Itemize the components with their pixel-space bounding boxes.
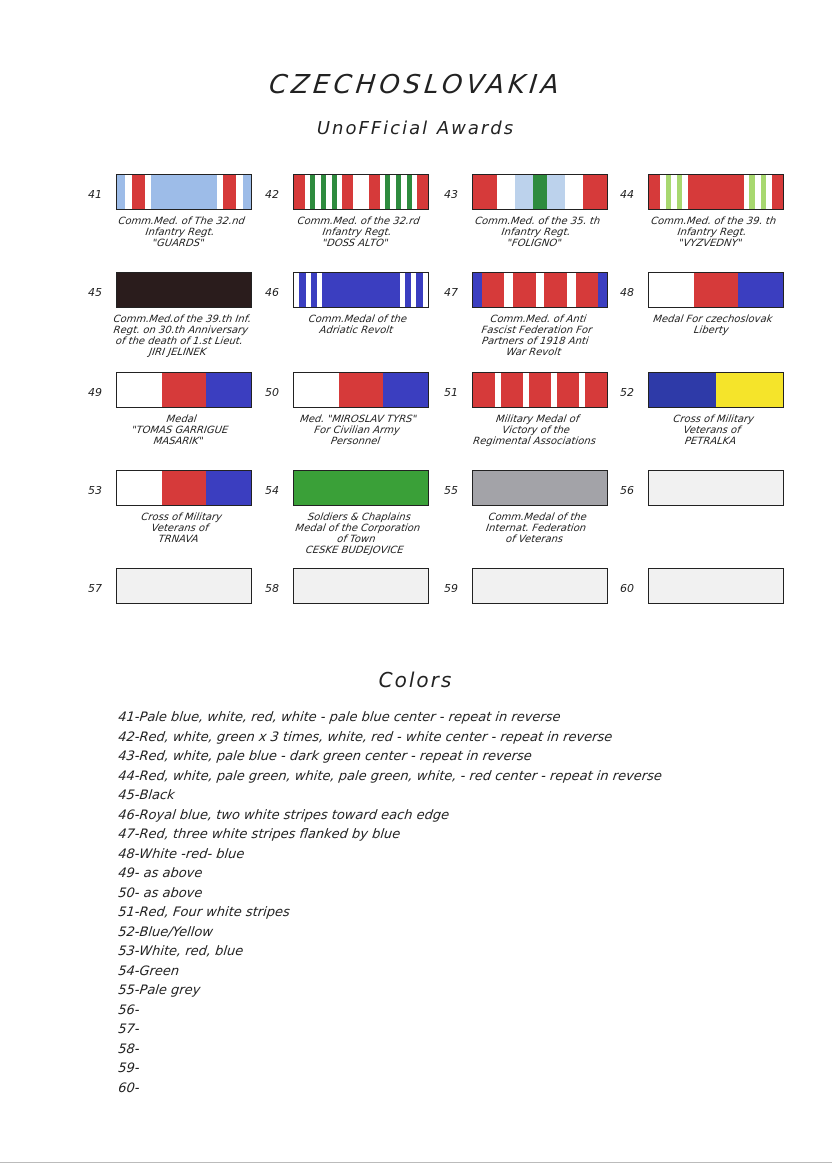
award-cell (444, 568, 634, 663)
award-description: Medal "TOMAS GARRIGUE MASARIK" (131, 414, 229, 447)
ribbon-stripe (649, 175, 660, 209)
ribbon-stripe (132, 175, 145, 209)
ribbon-stripe (688, 175, 744, 209)
award-ribbon (472, 470, 608, 506)
award-number: 47 (444, 286, 458, 299)
color-entry: 50- as above (117, 885, 204, 901)
ribbon-stripe (342, 175, 353, 209)
ribbon-stripe (497, 175, 515, 209)
award-ribbon (648, 372, 784, 408)
ribbon-stripe (117, 471, 162, 505)
award-number: 50 (265, 386, 279, 399)
award-cell (88, 470, 278, 565)
color-entry: 46-Royal blue, two white stripes toward each edge (117, 807, 450, 823)
ribbon-stripe (294, 175, 305, 209)
award-ribbon (472, 272, 608, 308)
award-ribbon (293, 272, 429, 308)
ribbon-stripe (473, 175, 497, 209)
ribbon-stripe (353, 175, 369, 209)
ribbon-stripe (694, 273, 739, 307)
award-cell (265, 372, 455, 467)
award-number: 59 (444, 582, 458, 595)
award-number: 58 (265, 582, 279, 595)
ribbon-stripe (649, 569, 783, 603)
award-description: Comm.Medal of the Adriatic Revolt (307, 314, 408, 336)
award-number: 60 (620, 582, 634, 595)
page-title: CZECHOSLOVAKIA (267, 70, 565, 100)
color-entry: 60- (117, 1080, 141, 1096)
ribbon-stripe (557, 373, 579, 407)
award-description: Comm.Med. of the 35. th Infantry Regt. "FOLIGNO" (474, 216, 601, 249)
page-subtitle: UnoFFicial Awards (316, 118, 516, 139)
award-cell (88, 568, 278, 663)
award-ribbon (116, 568, 252, 604)
ribbon-stripe (206, 373, 251, 407)
color-entry: 51-Red, Four white stripes (117, 905, 291, 920)
award-number: 49 (88, 386, 102, 399)
ribbon-stripe (417, 175, 428, 209)
award-number: 57 (88, 582, 102, 595)
color-entry: 41-Pale blue, white, red, white - pale blue center - repeat in reverse (117, 710, 562, 725)
color-entry: 49- as above (117, 866, 204, 881)
award-cell (265, 568, 455, 663)
color-entry: 59- (117, 1061, 141, 1076)
award-number: 53 (88, 484, 102, 497)
ribbon-stripe (473, 373, 495, 407)
award-ribbon (472, 174, 608, 210)
award-ribbon (293, 372, 429, 408)
award-number: 48 (620, 286, 634, 299)
award-cell (88, 272, 278, 367)
award-ribbon (648, 272, 784, 308)
ribbon-stripe (567, 273, 576, 307)
ribbon-stripe (473, 471, 607, 505)
award-cell (265, 470, 455, 565)
award-number: 44 (620, 188, 634, 201)
ribbon-stripe (243, 175, 251, 209)
ribbon-stripe (565, 175, 583, 209)
ribbon-stripe (598, 273, 607, 307)
award-ribbon (648, 568, 784, 604)
ribbon-stripe (576, 273, 598, 307)
ribbon-stripe (585, 373, 607, 407)
ribbon-stripe (294, 569, 428, 603)
color-entry: 56- (117, 1002, 141, 1018)
award-cell (620, 568, 810, 663)
ribbon-stripe (536, 273, 545, 307)
award-description: Comm.Med. of the 39. th Infantry Regt. "VYZVEDNY" (650, 216, 777, 249)
award-description: Comm.Med.of the 39.th Inf. Regt. on 30.th Anniversary of the death of 1.st Lieut. JIRI JELINEK (112, 314, 252, 358)
award-cell (620, 372, 810, 467)
color-entry: 55-Pale grey (117, 983, 202, 998)
ribbon-stripe (117, 273, 251, 307)
ribbon-stripe (482, 273, 504, 307)
award-number: 51 (444, 386, 458, 399)
color-entry: 52-Blue/Yellow (117, 924, 214, 940)
award-ribbon (116, 272, 252, 308)
ribbon-stripe (547, 175, 565, 209)
award-ribbon (648, 470, 784, 506)
award-description: Medal For czechoslovak Liberty (652, 314, 774, 336)
color-entry: 48-White -red- blue (117, 846, 246, 862)
ribbon-stripe (515, 175, 533, 209)
award-ribbon (116, 470, 252, 506)
ribbon-stripe (339, 373, 384, 407)
color-entry: 42-Red, white, green x 3 times, white, red - white center - repeat in reverse (117, 729, 614, 745)
ribbon-stripe (294, 471, 428, 505)
ribbon-stripe (369, 175, 380, 209)
award-ribbon (116, 372, 252, 408)
award-number: 56 (620, 484, 634, 497)
award-cell (265, 174, 455, 269)
award-ribbon (293, 470, 429, 506)
award-description: Comm.Med. of the 32.rd Infantry Regt. "DOSS ALTO" (296, 216, 421, 249)
award-ribbon (648, 174, 784, 210)
award-number: 46 (265, 286, 279, 299)
color-entry: 53-White, red, blue (117, 944, 245, 959)
ribbon-stripe (772, 175, 783, 209)
award-cell (444, 174, 634, 269)
award-description: Cross of Military Veterans of PETRALKA (672, 414, 755, 447)
award-cell (444, 272, 634, 367)
award-ribbon (472, 568, 608, 604)
award-number: 41 (88, 188, 102, 201)
award-cell (444, 372, 634, 467)
award-cell (265, 272, 455, 367)
color-entry: 57- (117, 1022, 141, 1037)
color-entry: 45-Black (117, 788, 176, 803)
ribbon-stripe (223, 175, 236, 209)
award-number: 42 (265, 188, 279, 201)
ribbon-stripe (117, 373, 162, 407)
ribbon-stripe (649, 471, 783, 505)
ribbon-stripe (294, 373, 339, 407)
ribbon-stripe (649, 373, 716, 407)
ribbon-stripe (738, 273, 783, 307)
colors-title: Colors (378, 668, 454, 692)
ribbon-stripe (162, 471, 207, 505)
award-number: 54 (265, 484, 279, 497)
ribbon-stripe (504, 273, 513, 307)
award-number: 55 (444, 484, 458, 497)
award-cell (88, 174, 278, 269)
award-number: 43 (444, 188, 458, 201)
award-cell (620, 470, 810, 565)
ribbon-stripe (383, 373, 428, 407)
award-ribbon (293, 568, 429, 604)
ribbon-stripe (501, 373, 523, 407)
ribbon-stripe (473, 569, 607, 603)
color-entry: 47-Red, three white stripes flanked by blue (117, 827, 402, 842)
award-description: Soldiers & Chaplains Medal of the Corporation of Town CESKE BUDEJOVICE (294, 512, 421, 556)
ribbon-stripe (533, 175, 547, 209)
ribbon-stripe (423, 273, 428, 307)
award-cell (88, 372, 278, 467)
ribbon-stripe (151, 175, 216, 209)
color-entry: 44-Red, white, pale green, white, pale green, white, - red center - repeat in reverse (117, 768, 663, 784)
ribbon-stripe (649, 273, 694, 307)
award-cell (620, 174, 810, 269)
ribbon-stripe (529, 373, 551, 407)
award-description: Med. "MIROSLAV TYRS" For Civilian Army Personnel (299, 414, 418, 447)
award-cell (620, 272, 810, 367)
ribbon-stripe (162, 373, 207, 407)
color-entry: 43-Red, white, pale blue - dark green center - repeat in reverse (117, 749, 533, 764)
ribbon-stripe (473, 273, 482, 307)
ribbon-stripe (513, 273, 535, 307)
ribbon-stripe (716, 373, 783, 407)
award-ribbon (116, 174, 252, 210)
award-cell (444, 470, 634, 565)
ribbon-stripe (206, 471, 251, 505)
award-description: Comm.Med. of The 32.nd Infantry Regt. "GUARDS" (117, 216, 246, 249)
award-ribbon (472, 372, 608, 408)
page-bottom-rule (0, 1162, 832, 1163)
award-description: Comm.Medal of the Internat. Federation of Veterans (485, 512, 588, 545)
award-ribbon (293, 174, 429, 210)
color-entry: 54-Green (117, 963, 180, 979)
award-number: 45 (88, 286, 102, 299)
ribbon-stripe (583, 175, 607, 209)
award-description: Military Medal of Victory of the Regimental Associations (472, 414, 597, 447)
ribbon-stripe (117, 175, 125, 209)
colors-list (118, 710, 778, 1100)
ribbon-stripe (117, 569, 251, 603)
color-entry: 58- (117, 1041, 141, 1057)
ribbon-stripe (544, 273, 566, 307)
ribbon-stripe (322, 273, 399, 307)
award-description: Cross of Military Veterans of TRNAVA (140, 512, 223, 545)
award-description: Comm.Med. of Anti Fascist Federation For Partners of 1918 Anti War Revolt (480, 314, 593, 358)
award-number: 52 (620, 386, 634, 399)
